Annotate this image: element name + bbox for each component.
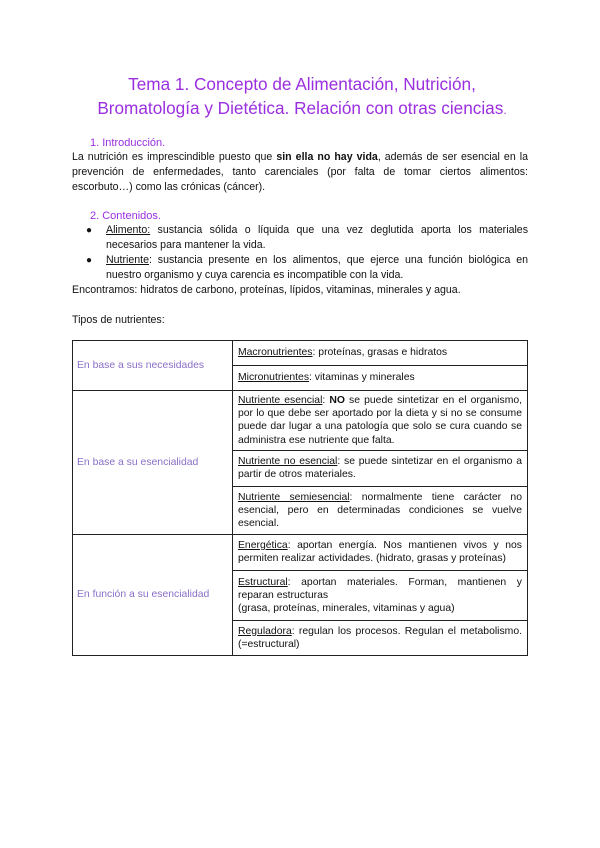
table-row xyxy=(73,341,528,366)
desc-cell: Nutriente semiesencial: normalmente tiene carácter no esencial, pero en determinadas condiciones se vuelve esencial. xyxy=(233,486,528,534)
encontramos-line: Encontramos: hidratos de carbono, proteínas, lípidos, vitaminas, minerales y agua. xyxy=(72,284,461,296)
list-item-nutriente: ● Nutriente: sustancia presente en los alimentos, que ejerce una función biológica en nuestro organismo y cuya carencia es incompatible con la vida. xyxy=(86,254,528,281)
desc-cell: Reguladora: regulan los procesos. Regulan el metabolismo. (=estructural) xyxy=(233,620,528,655)
bullet-icon: ● xyxy=(86,225,93,236)
desc-cell: Estructural: aportan materiales. Forman, mantienen y reparan estructuras (grasa, proteínas, minerales, vitaminas y agua) xyxy=(233,570,528,620)
section-heading-introduccion: 1. Introducción. xyxy=(90,137,166,149)
nutrients-table xyxy=(72,340,528,656)
category-cell: En base a sus necesidades xyxy=(73,341,233,391)
term-nutriente: Nutriente xyxy=(106,254,149,266)
list-item-alimento: ● Alimento: sustancia sólida o líquida que una vez deglutida aporta los materiales necesarios para mantener la vida. xyxy=(86,224,528,251)
category-cell: En base a su esencialidad xyxy=(73,391,233,535)
desc-cell: Nutriente no esencial: se puede sintetizar en el organismo a partir de otros materiales. xyxy=(233,450,528,486)
table-row xyxy=(73,534,528,570)
category-cell: En función a su esencialidad xyxy=(73,534,233,655)
title-line-2: Bromatología y Dietética. Relación con otras ciencias. xyxy=(97,98,507,118)
desc-cell: Micronutrientes: vitaminas y minerales xyxy=(233,366,528,391)
desc-cell: Energética: aportan energía. Nos mantienen vivos y nos permiten realizar actividades. (hidrato, grasas y proteínas) xyxy=(233,534,528,570)
title-line-1: Tema 1. Concepto de Alimentación, Nutrición, xyxy=(128,74,476,94)
term-alimento: Alimento: xyxy=(106,224,151,236)
intro-bold-phrase: sin ella no hay vida xyxy=(276,151,378,163)
tipos-label: Tipos de nutrientes: xyxy=(72,314,165,326)
title-dot: . xyxy=(503,103,507,117)
definitions-list xyxy=(72,223,528,283)
intro-paragraph: La nutrición es imprescindible puesto que sin ella no hay vida, además de ser esencial en la prevención de enfermedades, tanto carenciales (por falta de tomar ciertos alimentos: escorbuto…) como las crónicas (cáncer). xyxy=(72,151,528,193)
section-heading-contenidos: 2. Contenidos. xyxy=(90,210,161,222)
bullet-icon: ● xyxy=(86,255,93,266)
desc-cell: Nutriente esencial: NO se puede sintetizar en el organismo, por lo que debe ser aportado por la dieta y si no se consume puede dar lugar a una patología que solo se cura cuando se administra ese nutriente que falta. xyxy=(233,391,528,451)
table-row xyxy=(73,391,528,451)
document-title xyxy=(72,72,532,122)
desc-cell: Macronutrientes: proteínas, grasas e hidratos xyxy=(233,341,528,366)
